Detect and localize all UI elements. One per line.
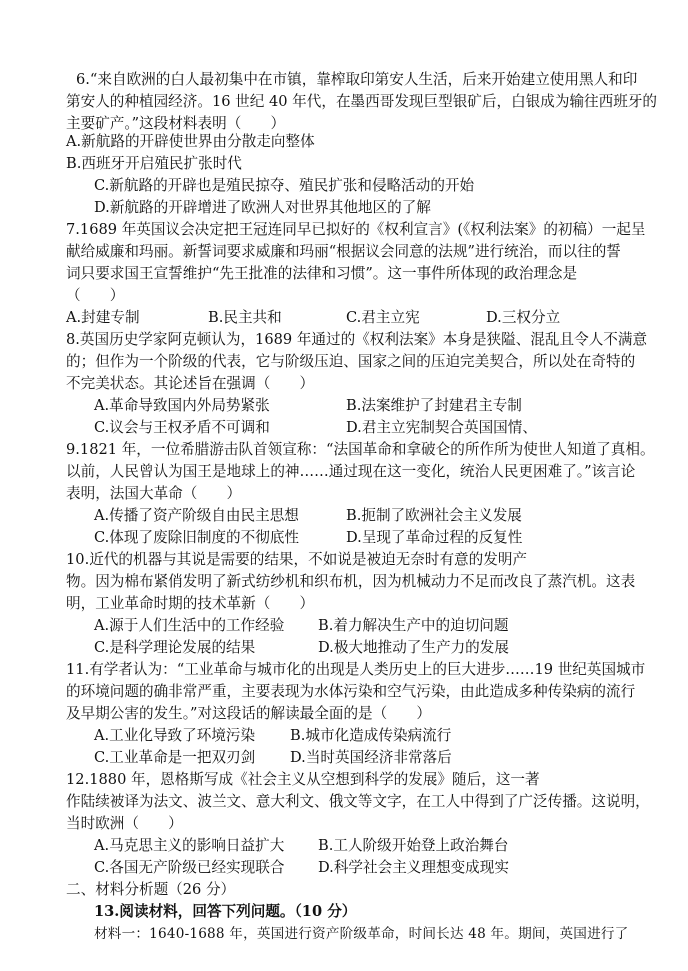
q10-option-b: B.着力解决生产中的迫切问题 [318,617,509,634]
q8-stem-line-1: 8.英国历史学家阿克顿认为，1689 年通过的《权利法案》本身是狭隘、混乱且令人不满意 [66,331,648,348]
q6-option-b: B.西班牙开启殖民扩张时代 [66,155,242,172]
q8-stem-line-3: 不完美状态。其论述旨在强调（ ） [66,375,315,392]
q7-option-d: D.三权分立 [486,309,561,326]
q6-option-d: D.新航路的开辟增进了欧洲人对世界其他地区的了解 [94,199,431,216]
q6-option-a: A.新航路的开辟使世界由分散走向整体 [66,133,315,150]
q8-stem-line-2: 的；但作为一个阶级的代表，它与阶级压迫、国家之间的压迫完美契合，所以处在奇特的 [66,353,636,370]
q9-option-c: C.体现了废除旧制度的不彻底性 [94,529,300,546]
q6-option-c: C.新航路的开辟也是殖民掠夺、殖民扩张和侵略活动的开始 [94,177,475,194]
q6-stem-line-2: 第安人的种植园经济。16 世纪 40 年代，在墨西哥发现巨型银矿后，白银成为输往西班牙的 [66,93,658,110]
q8-option-d: D.君主立宪制契合英国国情、 [346,419,537,436]
q9-option-a: A.传播了资产阶级自由民主思想 [94,507,299,524]
q7-stem-line-4: （ ） [66,287,125,304]
q6-stem-line-3: 主要矿产。”这段材料表明（ ） [66,115,286,132]
q11-option-d: D.当时英国经济非常落后 [290,749,452,766]
q10-stem-line-1: 10.近代的机器与其说是需要的结果，不如说是被迫无奈时有意的发明产 [66,551,528,568]
q11-stem-line-3: 及早期公害的发生。”对这段话的解读最全面的是（ ） [66,705,432,722]
q11-option-c: C.工业革命是一把双刃剑 [94,749,256,766]
q11-stem-line-1: 11.有学者认为：“工业革命与城市化的出现是人类历史上的巨大进步……19 世纪英国城市 [66,661,646,678]
q6-stem-line-1: 6.“来自欧洲的白人最初集中在市镇，靠榨取印第安人生活，后来开始建立使用黑人和印 [76,71,638,88]
q12-stem-line-1: 12.1880 年，恩格斯写成《社会主义从空想到科学的发展》随后，这一著 [66,771,540,788]
q7-stem-line-2: 献给威廉和玛丽。新誓词要求威廉和玛丽“根据议会同意的法规”进行统治，而以往的誓 [66,243,621,260]
q8-option-c: C.议会与王权矛盾不可调和 [94,419,270,436]
q12-stem-line-3: 当时欧洲（ ） [66,815,183,832]
q10-option-c: C.是科学理论发展的结果 [94,639,256,656]
q10-option-d: D.极大地推动了生产力的发展 [318,639,509,656]
q8-option-b: B.法案维护了封建君主专制 [346,397,522,414]
q9-stem-line-2: 以前，人民曾认为国王是地球上的神……通过现在这一变化，统治人民更困难了。”该言论 [66,463,636,480]
q10-stem-line-3: 明，工业革命时期的技术革新（ ） [66,595,315,612]
section-heading: 二、材料分析题（26 分） [66,881,236,898]
q10-option-a: A.源于人们生活中的工作经验 [94,617,285,634]
q11-stem-line-2: 的环境问题的确非常严重，主要表现为水体污染和空气污染，由此造成多种传染病的流行 [66,683,636,700]
q11-option-a: A.工业化导致了环境污染 [94,727,256,744]
q7-stem-line-1: 7.1689 年英国议会决定把王冠连同早已拟好的《权利宣言》(《权利法案》的初稿）一起呈 [66,221,646,238]
q7-option-c: C.君主立宪 [346,309,420,326]
q8-option-a: A.革命导致国内外局势紧张 [94,397,270,414]
material-one-line: 材料一：1640-1688 年，英国进行资产阶级革命，时间长达 48 年。期间，英国进行了 [94,926,629,942]
q12-option-c: C.各国无产阶级已经实现联合 [94,859,285,876]
q11-option-b: B.城市化造成传染病流行 [290,727,452,744]
q13-title: 13.阅读材料，回答下列问题。（10 分） [94,903,357,920]
q7-option-a: A.封建专制 [66,309,140,326]
q9-stem-line-3: 表明，法国大革命（ ） [66,485,242,502]
q9-option-d: D.呈现了革命过程的反复性 [346,529,523,546]
q10-stem-line-2: 物。因为棉布紧俏发明了新式纺纱机和织布机，因为机械动力不足而改良了蒸汽机。这表 [66,573,636,590]
q12-option-b: B.工人阶级开始登上政治舞台 [318,837,509,854]
q9-option-b: B.扼制了欧洲社会主义发展 [346,507,522,524]
q12-stem-line-2: 作陆续被译为法文、波兰文、意大利文、俄文等文字，在工人中得到了广泛传播。这说明， [66,793,650,810]
q9-stem-line-1: 9.1821 年，一位希腊游击队首领宣称：“法国革命和拿破仑的所作所为使世人知道了真相。 [66,441,655,458]
q7-option-b: B.民主共和 [208,309,282,326]
q12-option-a: A.马克思主义的影响日益扩大 [94,837,285,854]
q7-stem-line-3: 词只要求国王宣誓维护“先王批准的法律和习惯”。这一事件所体现的政治理念是 [66,265,578,282]
q12-option-d: D.科学社会主义理想变成现实 [318,859,509,876]
